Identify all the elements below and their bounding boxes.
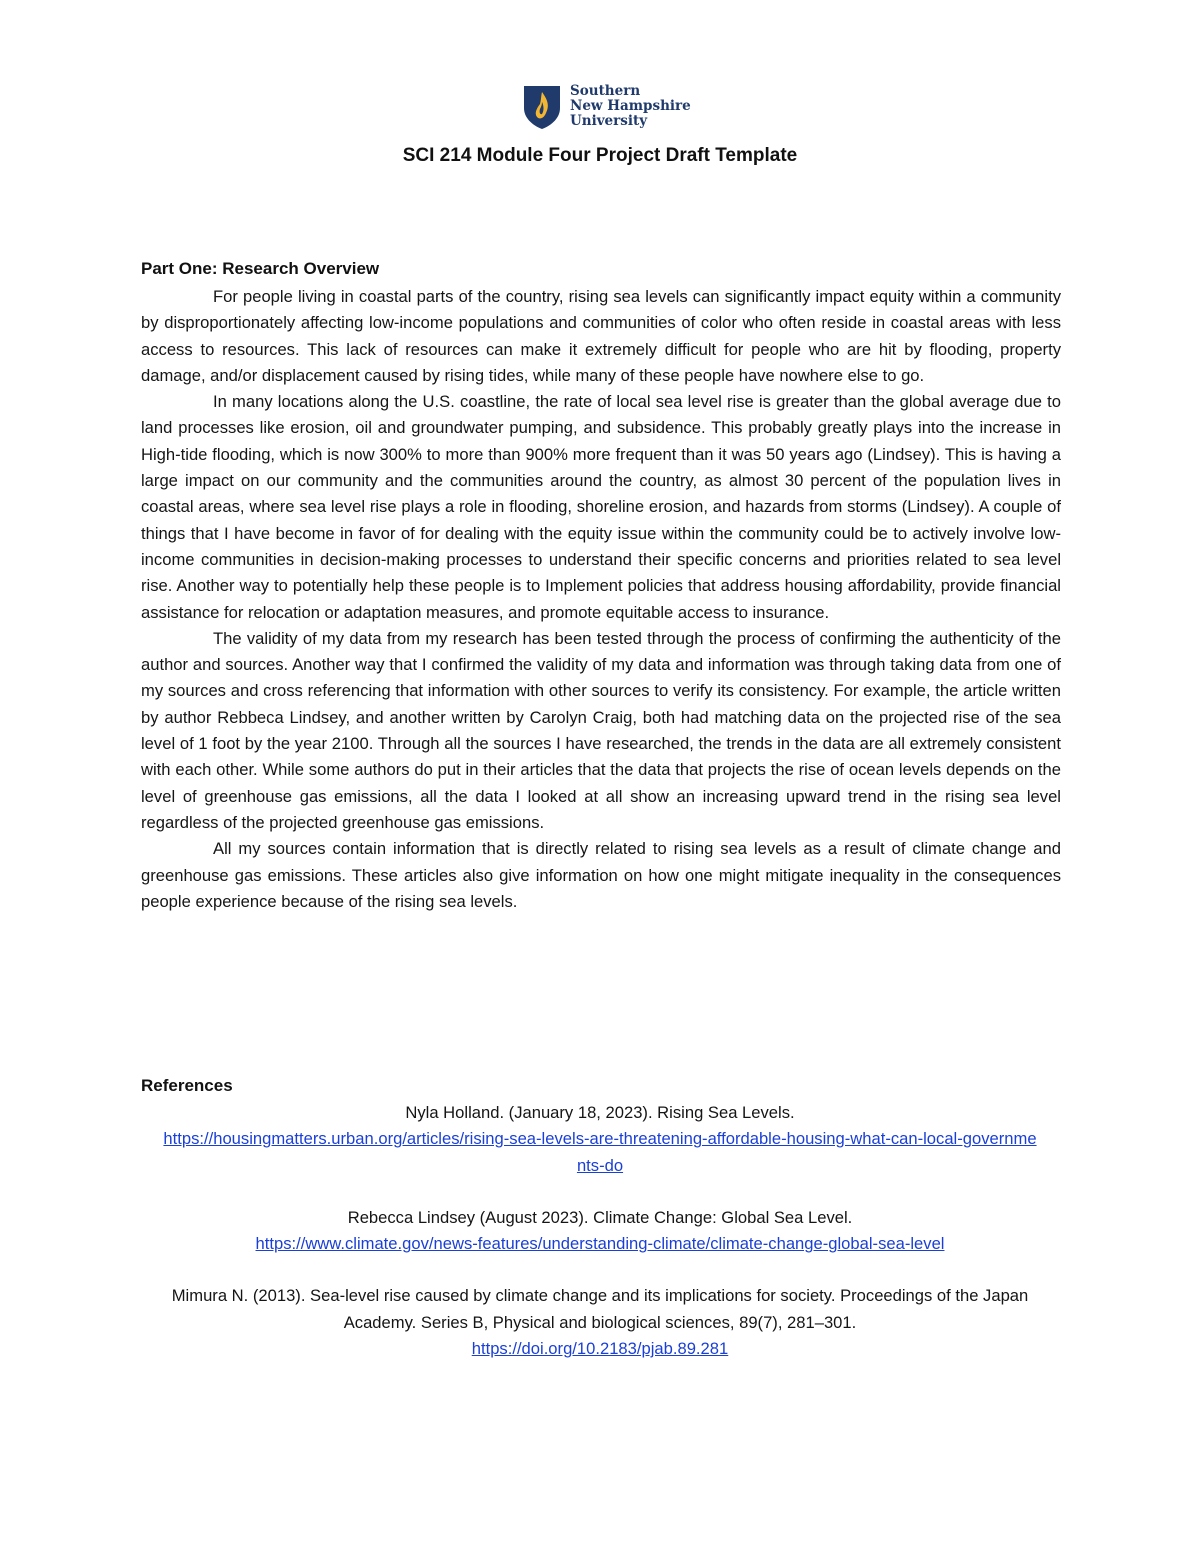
university-logo: [522, 84, 692, 134]
reference-item: [120, 1205, 1080, 1258]
reference-item: [120, 1283, 1080, 1362]
reference-link[interactable]: https://doi.org/10.2183/pjab.89.281: [471, 1339, 729, 1359]
reference-citation: Nyla Holland. (January 18, 2023). Rising Sea Levels.: [405, 1103, 795, 1122]
paragraph: The validity of my data from my research has been tested through the process of confirming the authenticity of the author and sources. Another way that I confirmed the validity of my data and information was through taking data from one of my sources and cross referencing that information with other sources to verify its consistency. For example, the article written by author Rebbeca Lindsey, and another written by Carolyn Craig, both had matching data on the projected rise of the sea level of 1 foot by the year 2100. Through all the sources I have researched, the trends in the data are all extremely consistent with each other. While some authors do put in their articles that the data that projects the rise of ocean levels depends on the level of greenhouse gas emissions, all the data I looked at all show an increasing upward trend in the rising sea level regardless of the projected greenhouse gas emissions.: [141, 628, 1061, 832]
logo-line-3: University: [570, 113, 648, 129]
logo-line-1: Southern: [570, 83, 641, 99]
references-heading: References: [141, 1076, 233, 1095]
reference-item: [120, 1100, 1080, 1179]
paragraph: For people living in coastal parts of the country, rising sea levels can significantly impact equity within a community by disproportionately affecting low-income populations and communities of color who often reside in coastal areas with less access to resources. This lack of resources can make it extremely difficult for people who are hit by flooding, property damage, and/or displacement caused by rising tides, while many of these people have nowhere else to go.: [141, 287, 1061, 385]
shield-flame-icon: [522, 84, 562, 130]
research-overview-body: [141, 284, 1061, 915]
paragraph: All my sources contain information that is directly related to rising sea levels as a result of climate change and greenhouse gas emissions. These articles also give information on how one might mitigate inequality in the consequences people experience because of the rising sea levels.: [141, 839, 1061, 911]
logo-wordmark: [570, 84, 691, 129]
reference-link-wrap: [120, 1336, 1080, 1362]
paragraph: In many locations along the U.S. coastline, the rate of local sea level rise is greater than the global average due to land processes like erosion, oil and groundwater pumping, and subsidence. This probably greatly plays into the increase in High-tide flooding, which is now 300% to more than 900% more frequent than it was 50 years ago (Lindsey). This is having a large impact on our community and the communities around the country, as almost 30 percent of the population lives in coastal areas, where sea level rise plays a role in flooding, shoreline erosion, and hazards from storms (Lindsey). A couple of things that I have become in favor of for dealing with the equity issue within the community could be to actively involve low-income communities in decision-making processes to understand their specific concerns and priorities related to sea level rise. Another way to potentially help these people is to Implement policies that address housing affordability, provide financial assistance for relocation or adaptation measures, and promote equitable access to insurance.: [141, 392, 1061, 622]
reference-link[interactable]: https://www.climate.gov/news-features/understanding-climate/climate-change-global-sea-level: [255, 1234, 945, 1254]
references-list: [120, 1100, 1080, 1388]
reference-citation: Rebecca Lindsey (August 2023). Climate Change: Global Sea Level.: [347, 1207, 853, 1227]
reference-link-wrap: [120, 1126, 1080, 1179]
logo-line-2: New Hampshire: [570, 98, 691, 114]
reference-link[interactable]: https://housingmatters.urban.org/articles/rising-sea-levels-are-threatening-affordable-housing-what-can-local-governments-do: [163, 1129, 1037, 1175]
reference-citation: Mimura N. (2013). Sea-level rise caused by climate change and its implications for society. Proceedings of the Japan Academy. Series B, Physical and biological sciences, 89(7), 281–301.: [171, 1286, 1029, 1332]
reference-link-wrap: [120, 1231, 1080, 1257]
part-one-heading: Part One: Research Overview: [141, 259, 380, 278]
document-title: SCI 214 Module Four Project Draft Template: [402, 145, 798, 166]
